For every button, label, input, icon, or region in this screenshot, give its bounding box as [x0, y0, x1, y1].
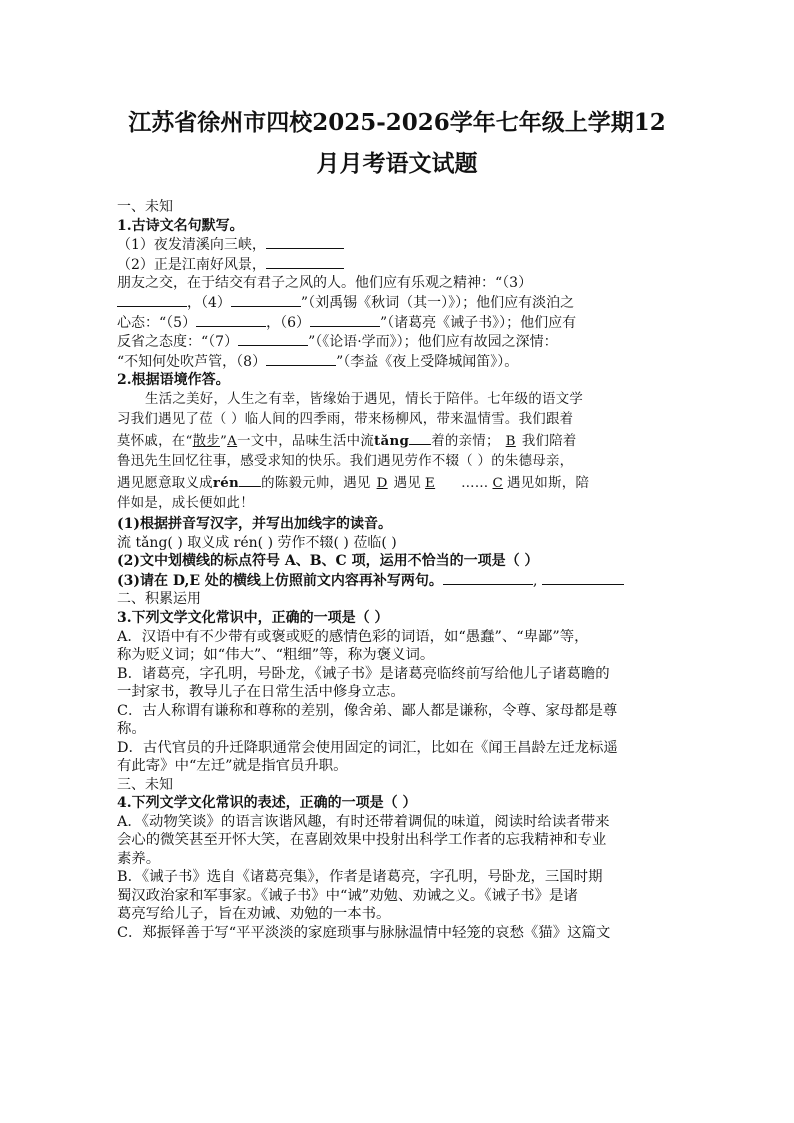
passage-line: 习我们遇见了莅（ ）临人间的四季雨，带来杨柳风，带来温情雪。我们跟着: [117, 412, 574, 428]
punct-mark-a: A: [227, 433, 238, 449]
option-b-cont: 一封家书，教导儿子在日常生活中修身立志。: [117, 684, 405, 700]
q2-sub-1-items: 流 tǎng( ) 取义成 rén( ) 劳作不辍( ) 莅临( ): [117, 534, 397, 551]
option-a-cont: 会心的微笑甚至开怀大笑，在喜剧效果中投射出科学工作者的忘我精神和专业: [117, 832, 607, 849]
q2-sub-2: (2)文中划横线的标点符号 A、B、C 项，运用不恰当的一项是（ ）: [117, 553, 539, 570]
section-heading-3: 三、未知: [117, 776, 173, 793]
section-heading-2: 二、积累运用: [117, 591, 201, 608]
answer-blank[interactable]: [266, 235, 344, 249]
question-2-stem: 2.根据语境作答。: [117, 372, 230, 389]
section-heading-1: 一、未知: [117, 199, 173, 215]
option-a-cont: 素养。: [117, 850, 161, 867]
punct-mark-c: C: [492, 475, 504, 491]
question-3-options: [117, 628, 677, 776]
exam-title-line2: 月月考语文试题: [316, 150, 478, 177]
option-b-cont: 葛亮写给儿子，旨在劝诫、劝勉的一本书。: [117, 906, 391, 923]
question-4-stem: 4.下列文学文化常识的表述，正确的一项是（ ）: [117, 795, 417, 812]
answer-blank[interactable]: [231, 293, 301, 307]
q2-sub-3: (3)请在 D,E 处的横线上仿照前文内容再补写两句。 ,: [117, 571, 677, 591]
option-c: C．古人称谓有谦称和尊称的差别，像舍弟、鄙人都是谦称，令尊、家母都是尊: [117, 702, 618, 719]
option-b: B．《诫子书》选自《诸葛亮集》，作者是诸葛亮，字孔明，号卧龙，三国时期: [117, 869, 603, 886]
exam-content: [117, 198, 677, 942]
passage-line: 莫怀戚，在“散步”A一文中，品味生活中流tǎng 着的亲情； B 我们陪着: [117, 432, 577, 449]
q1-line-1: （1）夜发清溪向三峡，: [117, 235, 677, 255]
answer-blank[interactable]: [266, 255, 344, 269]
question-1-stem: 1.古诗文名句默写。: [117, 217, 244, 234]
option-d-cont: 有此寄》中“左迁”就是指官员升职。: [117, 758, 348, 774]
option-c-cont: 称。: [117, 721, 146, 737]
passage-line: 伴如是，成长便如此！: [117, 496, 254, 512]
option-c: C．郑振铎善于写“平平淡淡的家庭琐事与脉脉温情中轻笼的哀愁《猫》这篇文: [117, 924, 611, 941]
q1-line-3: 朋友之交，在于结交有君子之风的人。他们应有乐观之精神：“（3）: [117, 275, 533, 292]
blank-e[interactable]: E: [425, 475, 436, 491]
answer-blank[interactable]: [238, 332, 308, 346]
punct-mark-b: B: [505, 433, 516, 449]
answer-blank[interactable]: [310, 313, 380, 327]
blank-d[interactable]: D: [376, 475, 388, 491]
reading-passage: [117, 390, 677, 515]
q1-line-6: 反省之态度：“（7） ”（《论语·学而》）；他们应有故园之深情：: [117, 334, 558, 351]
question-3-stem: 3.下列文学文化常识中，正确的一项是（ ）: [117, 609, 389, 626]
passage-line: 鲁迅先生回忆往事，感受求知的快乐。我们遇见劳作不辍（ ）的朱德母亲，: [117, 454, 574, 470]
passage-line: 遇见愿意取义成rén 的陈毅元帅，遇见 D 遇见 E …… C 遇见如斯，陪: [117, 474, 590, 491]
exam-title-line1: 江苏省徐州市四校2025-2026学年七年级上学期12: [128, 109, 666, 136]
passage-line: 生活之美好，人生之有幸，皆缘始于遇见，情长于陪伴。七年级的语文学: [145, 391, 584, 407]
question-4-options: [117, 813, 677, 943]
answer-blank[interactable]: [196, 313, 266, 327]
answer-blank[interactable]: [542, 571, 624, 585]
option-a: A．汉语中有不少带有或褒或贬的感情色彩的词语，如“愚蠢”、“卑鄙”等，: [117, 628, 589, 645]
option-b: B．诸葛亮，字孔明，号卧龙，《诫子书》是诸葛亮临终前写给他儿子诸葛瞻的: [117, 665, 610, 682]
q1-line-4: ，（4） ”（刘禹锡《秋词（其一）》）；他们应有淡泊之: [117, 293, 677, 313]
q1-line-5: 心态：“（5） ，（6） ”（诸葛亮《诫子书》）；他们应有: [117, 314, 577, 331]
option-b-cont: 蜀汉政治家和军事家。《诫子书》中“诫”劝勉、劝诫之义。《诫子书》是诸: [117, 887, 578, 904]
answer-blank[interactable]: [239, 473, 261, 487]
q2-sub-1: (1)根据拼音写汉字，并写出加线字的读音。: [117, 515, 392, 532]
option-d: D．古代官员的升迁降职通常会使用固定的词汇，比如在《闻王昌龄左迁龙标遥: [117, 739, 618, 756]
answer-blank[interactable]: [266, 352, 336, 366]
answer-blank[interactable]: [443, 571, 533, 585]
answer-blank[interactable]: [117, 293, 187, 307]
option-a: A．《动物笑谈》的语言诙谐风趣，有时还带着调侃的味道，阅读时给读者带来: [117, 813, 610, 830]
option-a-cont: 称为贬义词；如“伟大”、“粗细”等，称为褒义词。: [117, 647, 435, 663]
q1-line-7: “不知何处吹芦管，（8） ”（李益《夜上受降城闻笛》）。: [117, 353, 519, 370]
q1-line-2: （2）正是江南好风景，: [117, 255, 677, 275]
answer-blank[interactable]: [409, 431, 431, 445]
